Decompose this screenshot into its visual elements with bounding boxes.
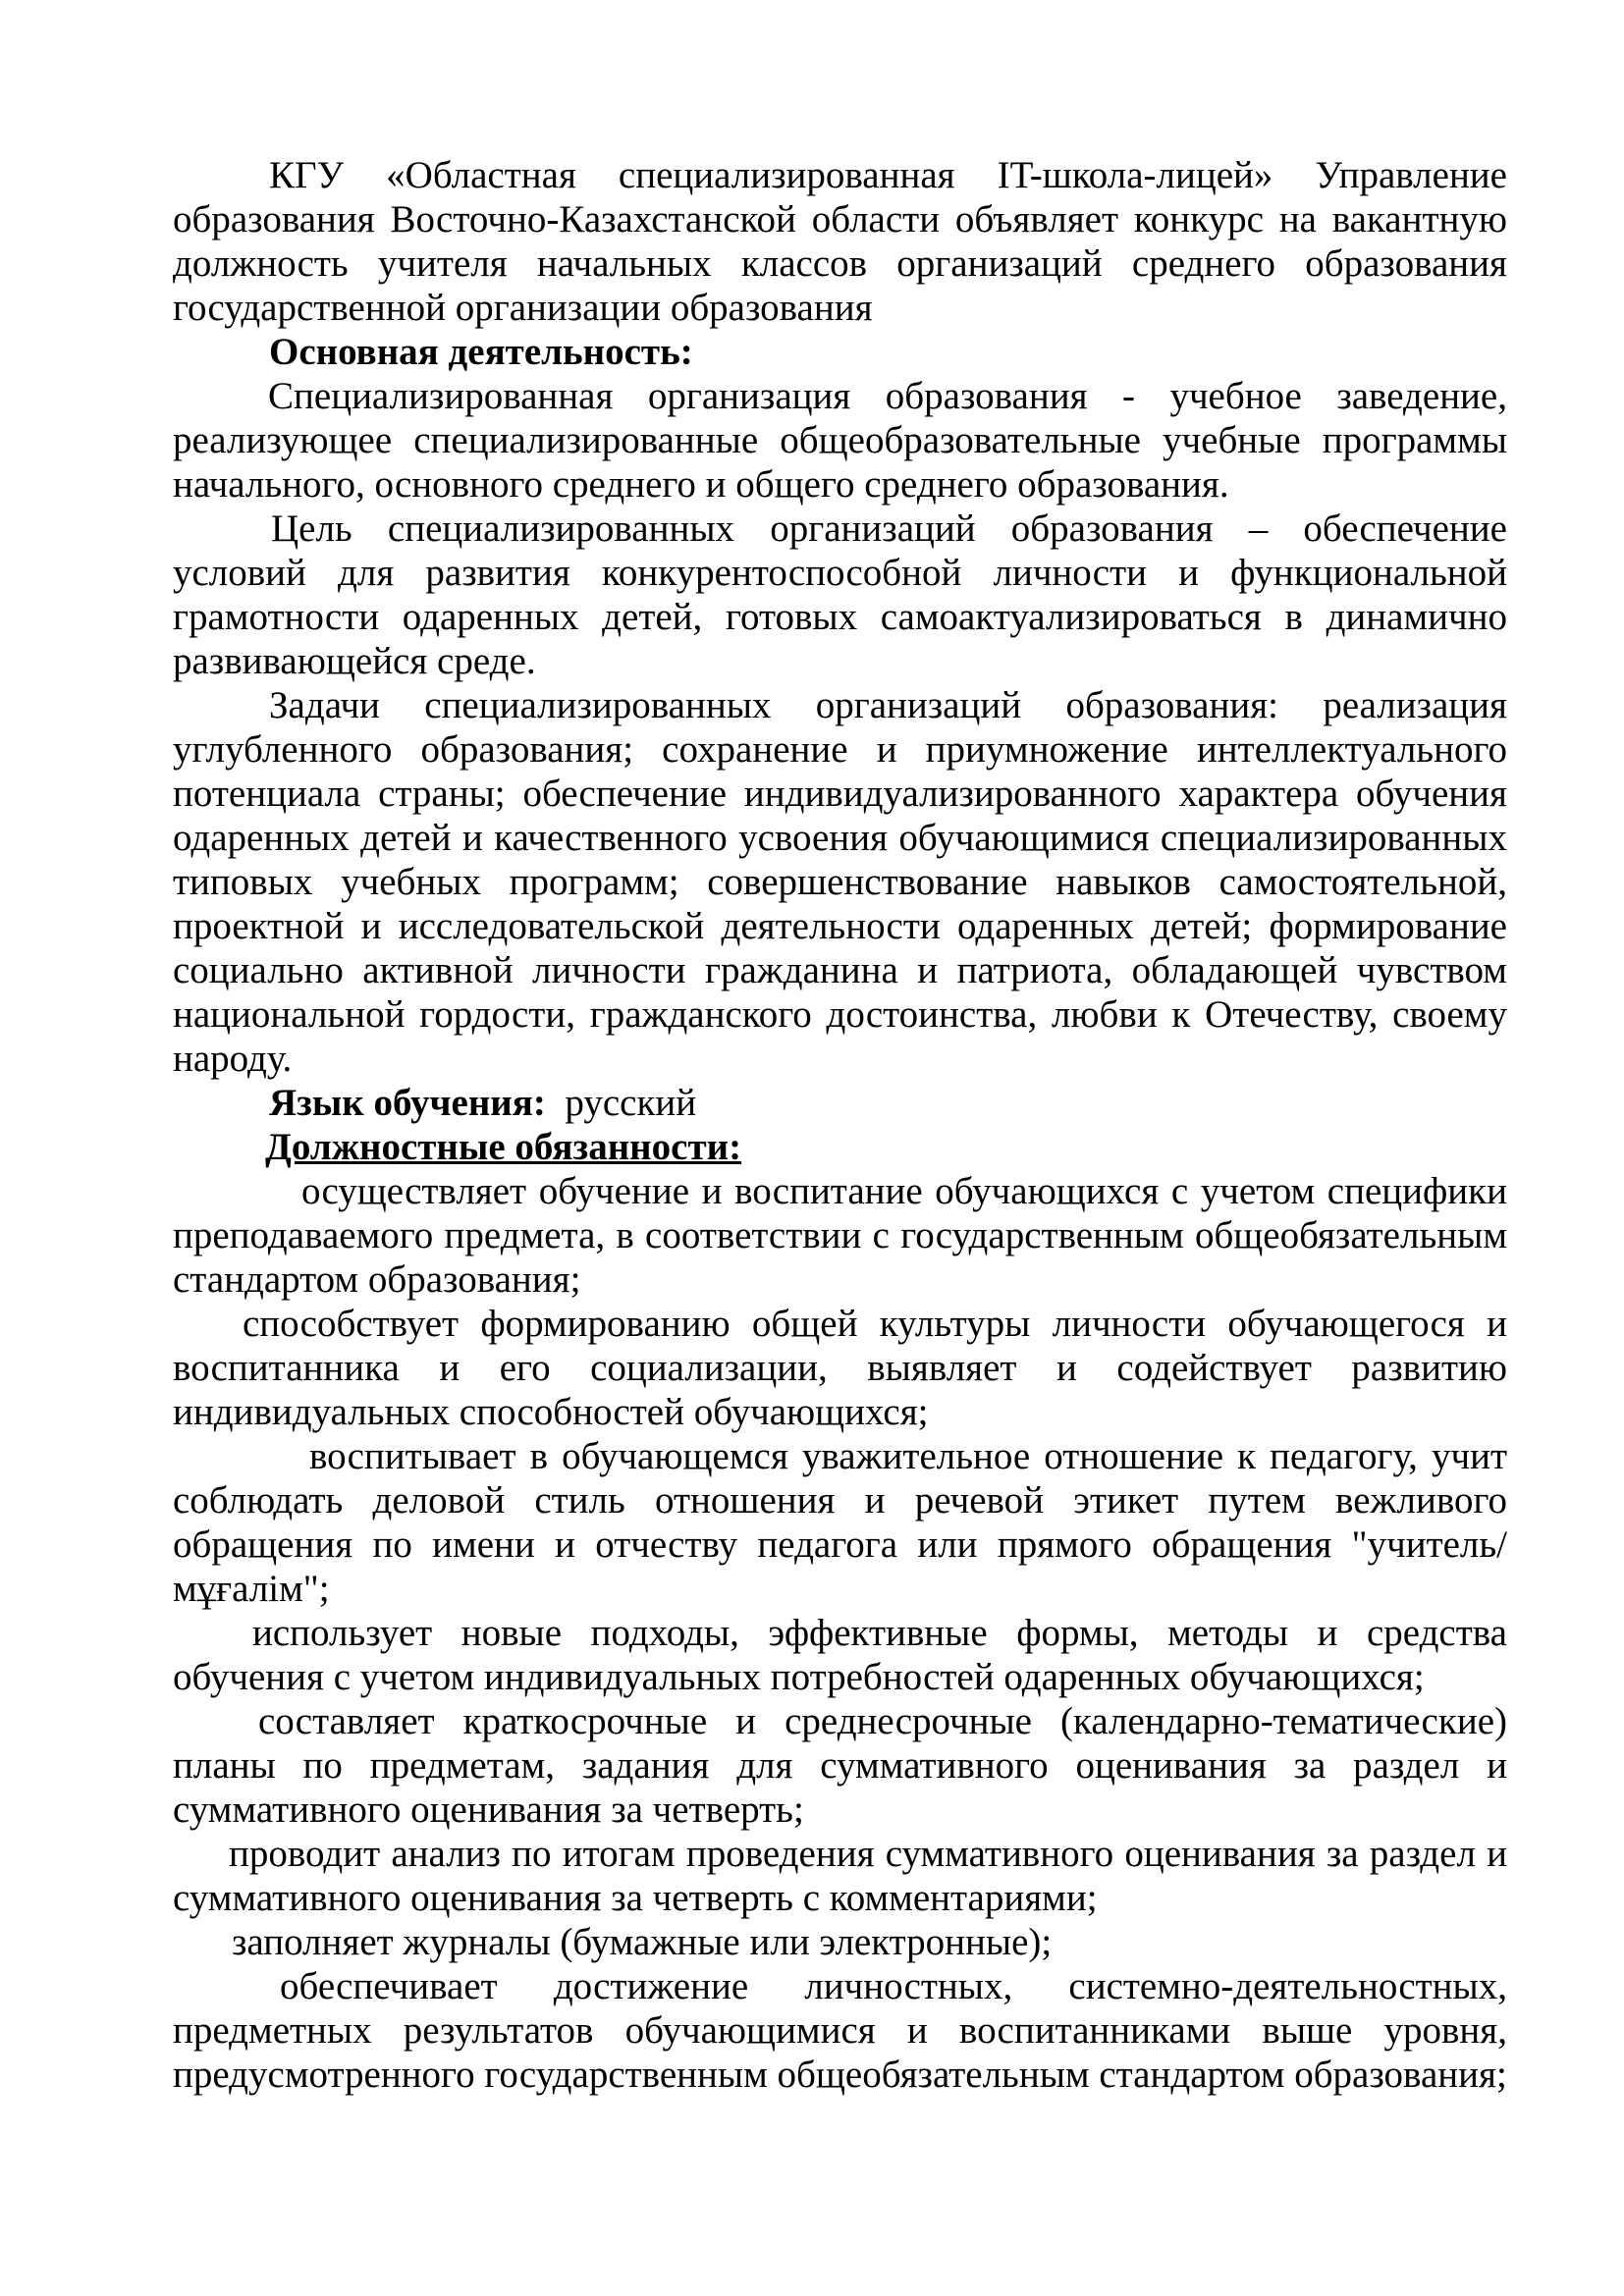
duty-item-results [173,1964,1507,2097]
text-run: русский [545,1082,697,1124]
text-run: способствует формированию общей культуры личности обучающегося и воспитанника и его социализации, выявляет и содействует развитию индивидуальных способностей обучающихся; [173,1303,1507,1433]
text-run: осуществляет обучение и воспитание обучающихся с учетом специфики преподаваемого предмета, в соответствии с государственным общеобязательным стандартом образования; [173,1170,1507,1301]
text-run: Должностные обязанности: [265,1126,742,1168]
text-run: Язык обучения: [269,1082,546,1124]
text-run: заполняет журналы (бумажные или электронные); [232,1921,1053,1963]
document-body [173,153,1507,2097]
text-run: Цель специализированных организаций образования – обеспечение условий для развития конкурентоспособной личности и функциональной грамотности одаренных детей, готовых самоактуализироваться в динамично развивающейся среде. [173,507,1507,682]
text-run: Специализированная организация образования - учебное заведение, реализующее специализированные общеобразовательные учебные программы начального, основного среднего и общего среднего образования. [173,375,1507,506]
text-run: Задачи специализированных организаций образования: реализация углубленного образования; сохранение и приумножение интеллектуального потенциала страны; обеспечение индивидуализированного характера обучения одаренных детей и качественного усвоения обучающимися специализированных типовых учебных программ; совершенствование навыков самостоятельной, проектной и исследовательской деятельности одаренных детей; формирование социально активной личности гражданина и патриота, обладающей чувством национальной гордости, гражданского достоинства, любви к Отечеству, своему народу. [173,684,1507,1080]
text-run: составляет краткосрочные и среднесрочные (календарно-тематические) планы по предметам, задания для суммативного оценивания за раздел и суммативного оценивания за четверть; [173,1700,1507,1831]
duty-item-approaches [173,1611,1507,1699]
main-activity-heading [173,330,1507,374]
duty-item-culture [173,1302,1507,1434]
paragraph-goal [173,507,1507,683]
paragraph-tasks [173,683,1507,1081]
duty-item-journals [173,1920,1507,1964]
duty-item-respect [173,1434,1507,1611]
text-run: использует новые подходы, эффективные формы, методы и средства обучения с учетом индивидуальных потребностей одаренных обучающихся; [173,1612,1507,1698]
text-run: проводит анализ по итогам проведения суммативного оценивания за раздел и суммативного оценивания за четверть с комментариями; [173,1833,1507,1919]
intro-paragraph [173,153,1507,330]
text-run: КГУ «Областная специализированная IT-школа-лицей» Управление образования Восточно-Казахстанской области объявляет конкурс на вакантную должность учителя начальных классов организаций среднего образования государственной организации образования [173,154,1507,329]
text-run: обеспечивает достижение личностных, системно-деятельностных, предметных результатов обучающимися и воспитанниками выше уровня, предусмотренного государственным общеобязательным стандартом образования; [173,1965,1507,2096]
text-run: воспитывает в обучающемся уважительное отношение к педагогу, учит соблюдать деловой стиль отношения и речевой этикет путем вежливого обращения по имени и отчеству педагога или прямого обращения "учитель/мұғалім"; [173,1435,1507,1610]
duty-item-analysis [173,1832,1507,1920]
duty-item-plans [173,1699,1507,1832]
duty-item-teaching [173,1169,1507,1302]
duties-heading [173,1125,1507,1169]
paragraph-specialized-org [173,374,1507,507]
text-run: Основная деятельность: [269,331,693,373]
language-line [173,1081,1507,1125]
